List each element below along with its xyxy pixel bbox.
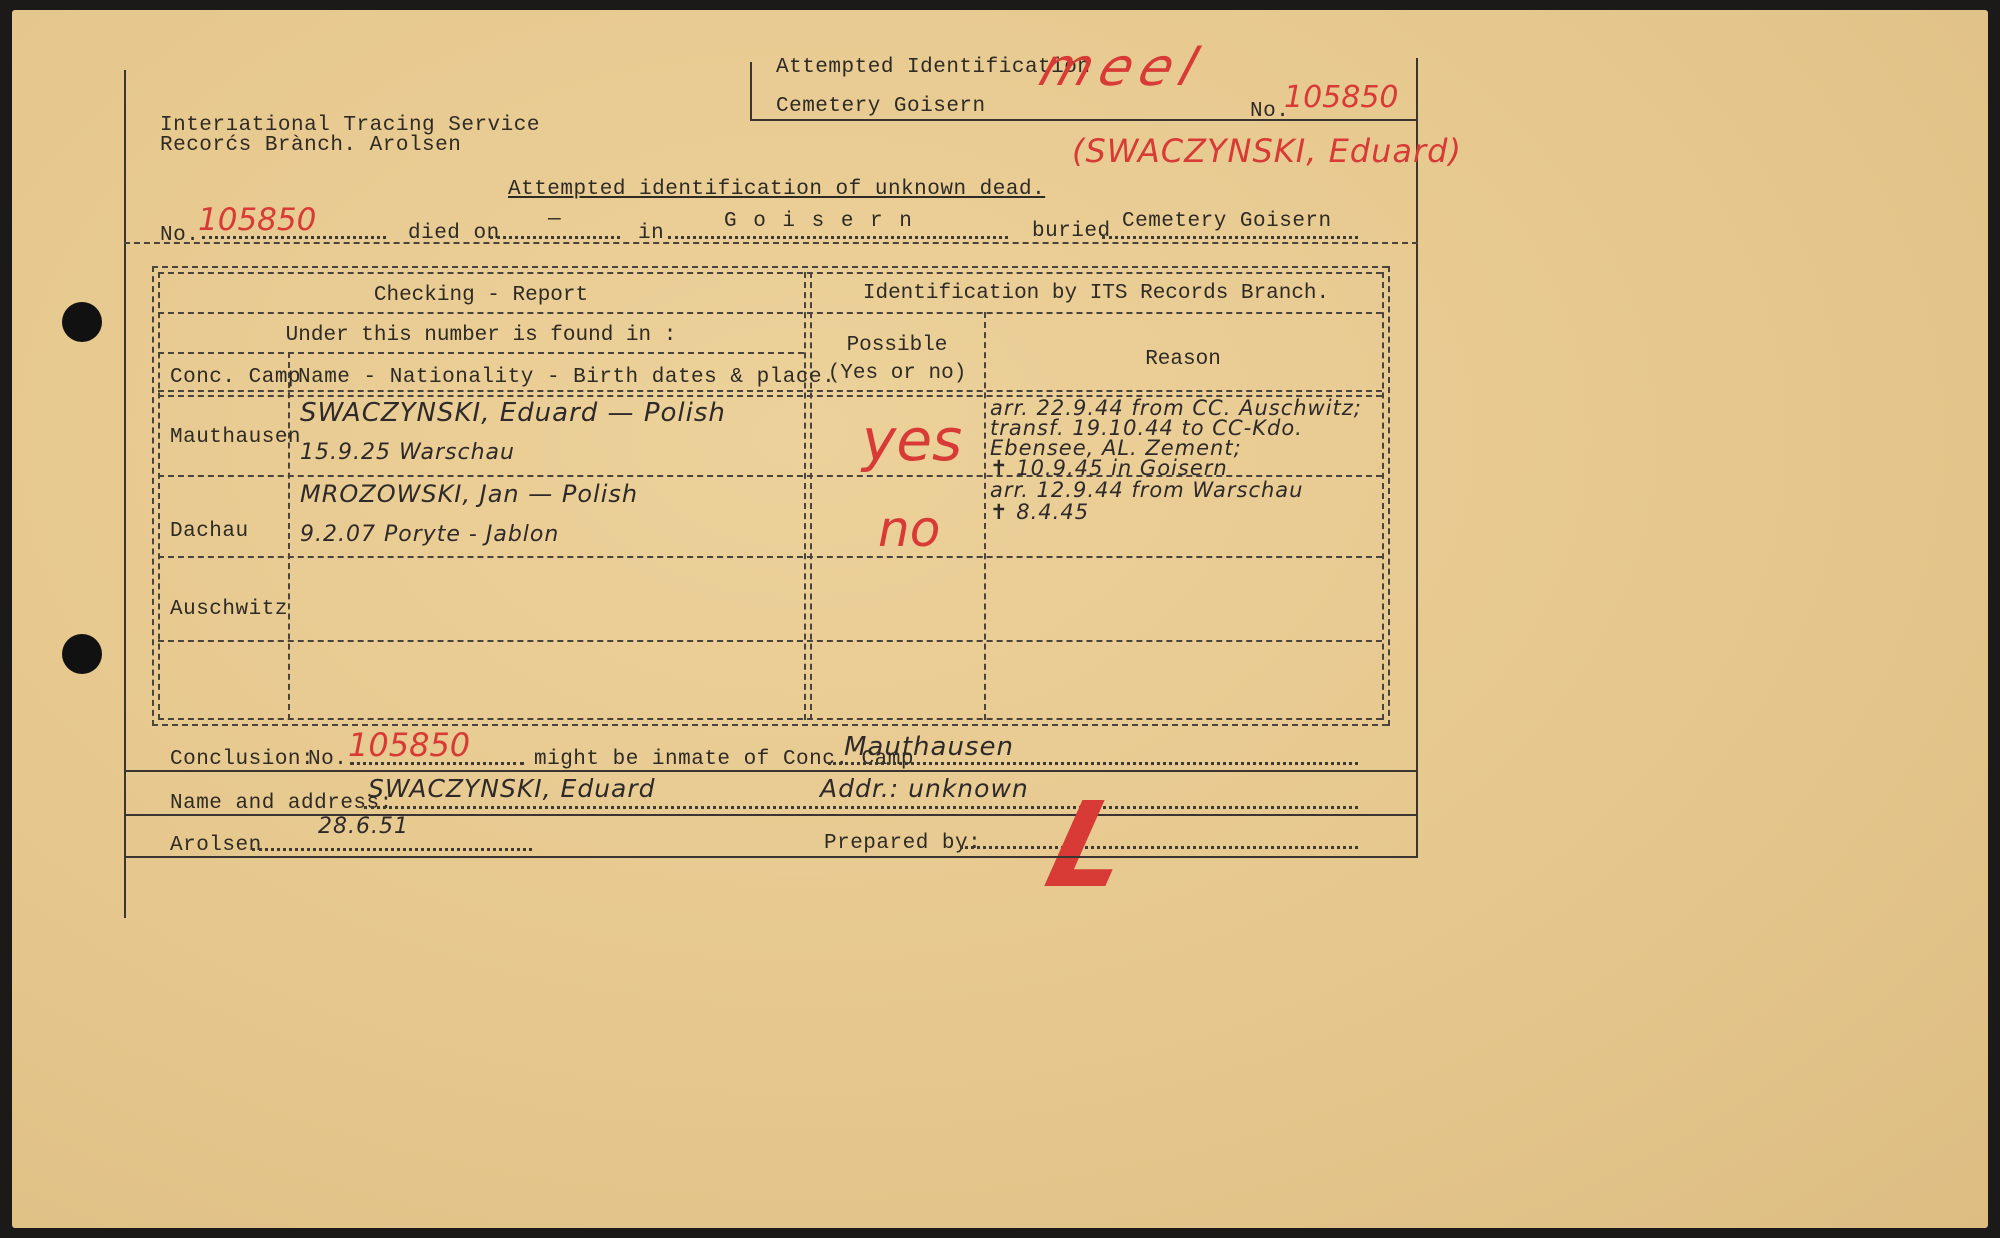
date-value: 28.6.51 (318, 814, 409, 839)
col-reason-header: Reason (1145, 348, 1221, 371)
punch-hole-bottom (62, 634, 102, 674)
in-label: in (638, 222, 665, 245)
conclusion-underline (124, 770, 1416, 772)
header-box-left (750, 62, 752, 120)
header-no-label: No. (1250, 100, 1290, 123)
org-line-1: Interıational Tracing Service (160, 114, 540, 137)
header-box-bottom (750, 119, 1416, 121)
name-value: SWACZYNSKI, Eduard (368, 774, 656, 803)
row2-reason-1: arr. 12.9.44 from Warschau (990, 478, 1304, 502)
conclusion-no-label: No. (308, 748, 348, 771)
index-card (12, 10, 1988, 1228)
col-name-header: Name - Nationality - Birth dates & place. (298, 366, 836, 389)
buried-label: buried (1032, 220, 1111, 243)
row1-camp: Mauthausen (170, 426, 302, 449)
row2-birth: 9.2.07 Poryte - Jablon (300, 522, 560, 547)
col-camp-header: Conc. Camp (170, 366, 302, 389)
died-label: died on (408, 222, 500, 245)
died-dots (490, 236, 620, 239)
table-top-outer (152, 266, 1388, 268)
col-possible-header-1: Possible (846, 334, 948, 357)
signature: L (1034, 776, 1145, 914)
table-top-inner (158, 272, 1382, 274)
table-bottom-inner (158, 718, 1382, 720)
row1-reason-4: ✝ 10.9.45 in Goisern (990, 456, 1228, 480)
prepared-dots (960, 846, 1358, 849)
row1-reason-2: transf. 19.10.44 to CC-Kdo. (990, 416, 1303, 440)
left-header: Checking - Report (373, 284, 589, 307)
org-line-2: Recorćs Brànch. Arolsen (160, 134, 462, 157)
conclusion-camp-value: Mauthausen (844, 732, 1014, 762)
row1-birth: 15.9.25 Warschau (300, 440, 515, 465)
row-sep-5 (158, 640, 1382, 642)
name-address-label: Name and address: (170, 792, 393, 815)
record-no-label: No. (160, 224, 200, 247)
buried-dots (1102, 236, 1358, 239)
in-value: G o i s e r n (724, 210, 914, 233)
row2-reason-2: ✝ 8.4.45 (990, 500, 1090, 524)
row-sep-4 (158, 556, 1382, 558)
date-dots (252, 848, 532, 851)
found-in-label: Under this number is found in : (285, 324, 677, 347)
col-sep-possible (984, 312, 986, 720)
left-margin-line (124, 70, 126, 918)
row1-name: SWACZYNSKI, Eduard — Polish (300, 398, 726, 428)
table-left-outer (152, 266, 154, 726)
record-no-value: 105850 (198, 202, 317, 238)
row1-reason-3: Ebensee, AL. Zement; (990, 436, 1242, 460)
died-value: — (548, 208, 562, 231)
header-no-value: 105850 (1284, 80, 1399, 115)
punch-hole-top (62, 302, 102, 342)
row2-name: MROZOWSKI, Jan — Polish (300, 480, 639, 508)
row1-possible: yes (862, 406, 963, 474)
attempted-label: Attempted Identification (776, 56, 1091, 79)
conclusion-camp-dots (828, 762, 1358, 765)
col-sep-main-a (804, 272, 806, 720)
record-underline (124, 242, 1418, 244)
table-right-outer (1388, 266, 1390, 726)
in-dots (668, 236, 1008, 239)
might-label: might be inmate of Conc. Camp (534, 748, 914, 771)
table-right-inner (1382, 272, 1384, 720)
footer-underline (124, 856, 1416, 858)
row-sep-2 (158, 352, 804, 354)
conclusion-no-value: 105850 (348, 726, 471, 764)
card-title: Attempted identification of unknown dead. (508, 178, 1046, 201)
row3-camp: Auschwitz (170, 598, 288, 621)
right-header: Identification by ITS Records Branch. (862, 282, 1330, 305)
red-scrawl: meel (1032, 38, 1213, 98)
col-sep-camp (288, 352, 290, 720)
conclusion-label: Conclusion: (170, 748, 315, 771)
row2-camp: Dachau (170, 520, 249, 543)
row2-possible: no (878, 500, 941, 558)
table-bottom-outer (152, 724, 1388, 726)
prepared-label: Prepared by: (824, 832, 982, 855)
header-box-right (1416, 58, 1418, 858)
address-value: Addr.: unknown (820, 774, 1029, 803)
cemetery-label: Cemetery Goisern (776, 95, 986, 118)
red-name-annotation: (SWACZYNSKI, Eduard) (1072, 132, 1462, 170)
col-possible-header-2: (Yes or no) (827, 362, 967, 385)
buried-value: Cemetery Goisern (1122, 210, 1332, 233)
row-sep-header-a (158, 390, 1382, 392)
place-label: Arolsen (170, 834, 262, 857)
row1-reason-1: arr. 22.9.44 from CC. Auschwitz; (990, 396, 1362, 420)
row-sep-1 (158, 312, 1382, 314)
name-address-dots (364, 806, 1358, 809)
